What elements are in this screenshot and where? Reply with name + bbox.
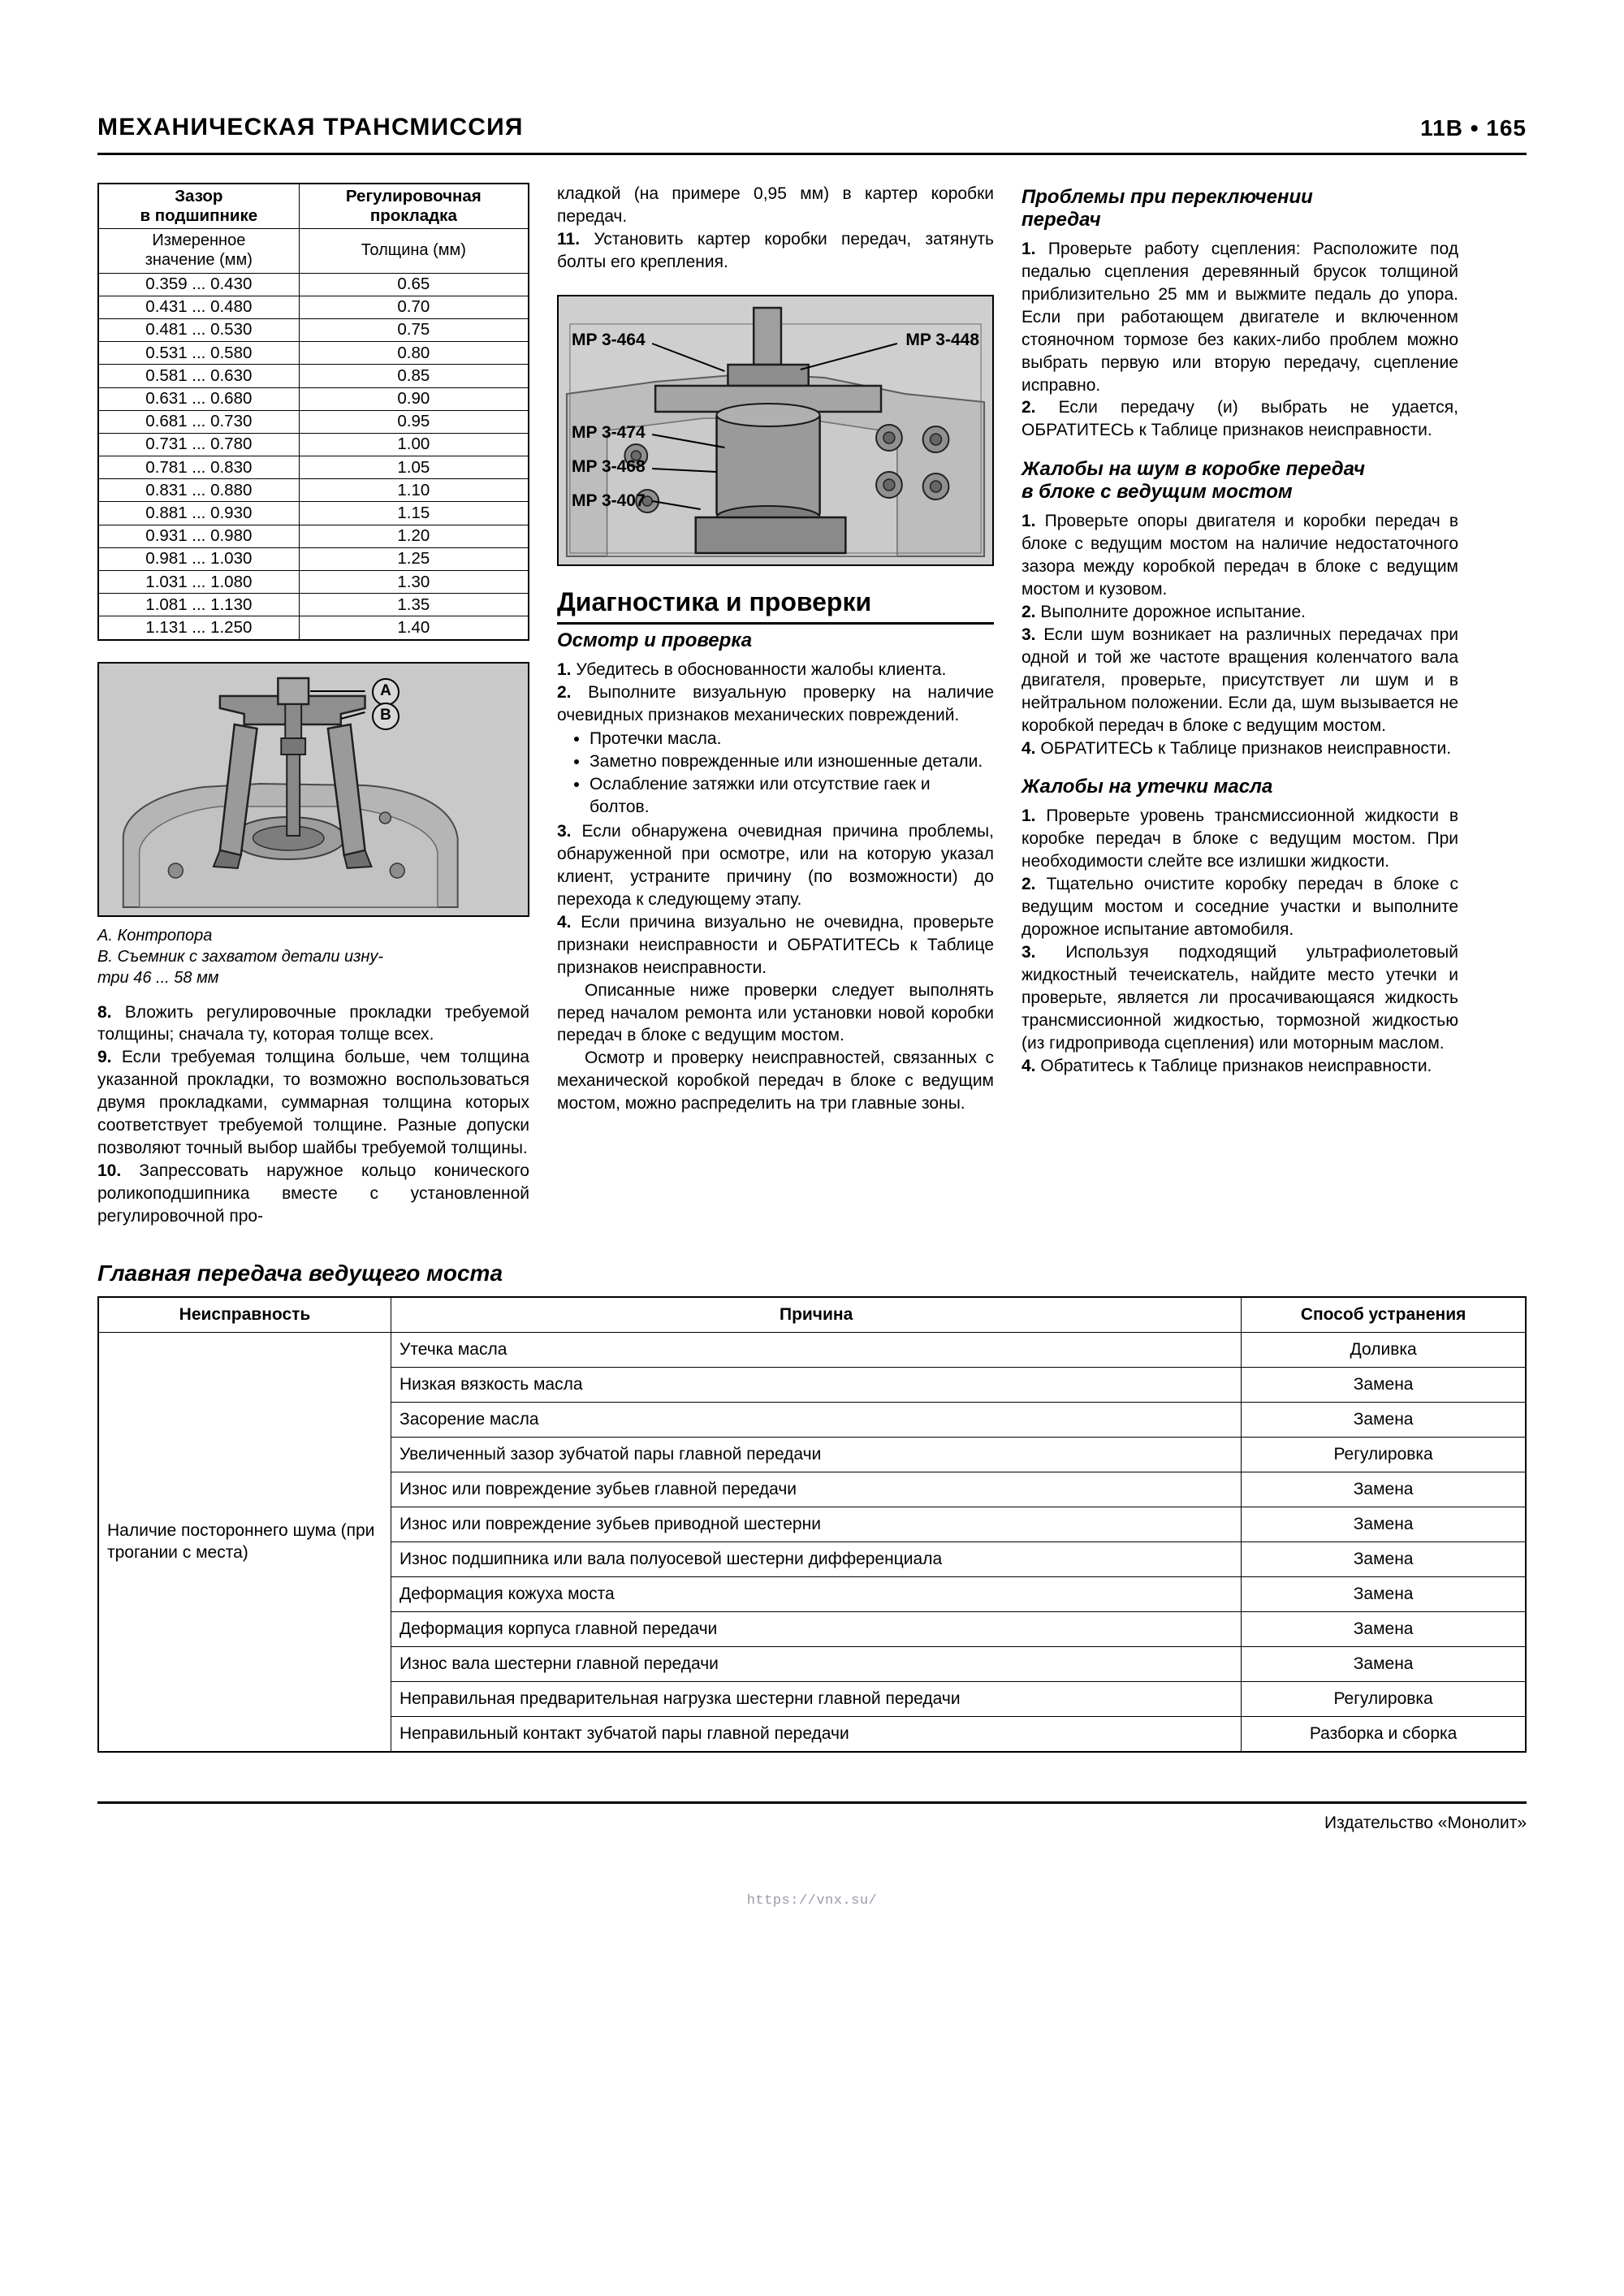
- fault-cause-cell: Неправильный контакт зубчатой пары главной передачи: [391, 1716, 1242, 1752]
- clearance-range: 0.731 ... 0.780: [98, 433, 299, 456]
- leak-step-3-text: Используя подходящий ультрафиолетовый жидкостный течеискатель, найдите место утечки и проверьте, является ли просачивающаяся жидкость трансмиссионной жидкостью, тормозной жидкостью (из гидропривода сцепления) или моторным маслом.: [1021, 942, 1458, 1053]
- noise-step-3-text: Если шум возникает на различных передачах при одной и той же частоте вращения коленчатого вала двигателя, проверьте, присутствует ли шум и в нейтральном положении. Если да, шум вызывается не коробкой передач в блоке с ведущим мостом.: [1021, 625, 1458, 735]
- table-row: [98, 318, 529, 341]
- clearance-header-left: Зазор в подшипнике: [98, 184, 299, 229]
- fault-remedy-cell: Замена: [1242, 1507, 1526, 1541]
- fault-cause-cell: Утечка масла: [391, 1332, 1242, 1367]
- page-title: МЕХАНИЧЕСКАЯ ТРАНСМИССИЯ: [97, 114, 524, 141]
- table-row: [98, 571, 529, 594]
- mid-step-4: [557, 911, 994, 979]
- shim-thickness: 1.00: [299, 433, 529, 456]
- table-row: [98, 547, 529, 570]
- fault-remedy-cell: Замена: [1242, 1367, 1526, 1402]
- clearance-range: 0.881 ... 0.930: [98, 502, 299, 525]
- shim-thickness: 1.40: [299, 616, 529, 640]
- clearance-subheader-right: Толщина (мм): [299, 229, 529, 273]
- clearance-range: 0.531 ... 0.580: [98, 342, 299, 365]
- table-row: [98, 502, 529, 525]
- inspection-bullet-list: [557, 728, 994, 819]
- watermark-url: https://vnx.su/: [746, 1892, 878, 1909]
- fault-remedy-cell: Замена: [1242, 1576, 1526, 1611]
- step-10-text: Запрессовать наружное кольцо конического роликоподшипника вместе с установленной регулировочной про-: [97, 1161, 529, 1226]
- shim-thickness: 1.10: [299, 479, 529, 502]
- column-right: [1021, 183, 1458, 1078]
- puller-figure-caption: A. Контропора B. Съемник с захватом детали изну- три 46 ... 58 мм: [97, 926, 384, 987]
- table-row: [98, 1332, 1526, 1367]
- tool-label-mp3-407: MP 3-407: [572, 491, 646, 510]
- leak-step-2-number: 2.: [1021, 875, 1036, 894]
- mid-step-3: [557, 820, 994, 911]
- step-9-number: 9.: [97, 1048, 112, 1067]
- fault-header-symptom: Неисправность: [98, 1297, 391, 1333]
- mid-top-text: кладкой (на примере 0,95 мм) в картер коробки передач.: [557, 184, 994, 226]
- subheading-inspection: Осмотр и проверка: [557, 629, 753, 651]
- shim-thickness: 0.85: [299, 365, 529, 387]
- fault-cause-cell: Износ подшипника или вала полуосевой шестерни дифференциала: [391, 1541, 1242, 1576]
- mid-step-2-text: Выполните визуальную проверку на наличие очевидных признаков механических повреждений.: [557, 682, 994, 724]
- step-10-number: 10.: [97, 1161, 122, 1181]
- fault-remedy-cell: Замена: [1242, 1611, 1526, 1646]
- fault-header-remedy: Способ устранения: [1242, 1297, 1526, 1333]
- step-9-text: Если требуемая толщина больше, чем толщина указанной прокладки, то возможно воспользоваться двумя прокладками, суммарная толщина которых соответствует требуемой толщине. Разные допуски позволяют точный выбор шайбы требуемой толщины.: [97, 1048, 529, 1158]
- fault-table-body: [98, 1332, 1526, 1752]
- puller-illustration: [99, 664, 528, 915]
- shim-thickness: 0.70: [299, 296, 529, 318]
- step-9: [97, 1046, 529, 1160]
- shift-step-1-number: 1.: [1021, 240, 1036, 258]
- step-11-number: 11.: [557, 229, 581, 249]
- mid-step-1: [557, 659, 994, 681]
- mid-paragraph-1: Описанные ниже проверки следует выполнять перед началом ремонта или установки новой коробки передач в блоке с ведущим мостом.: [557, 980, 994, 1045]
- table-row: [98, 273, 529, 296]
- mid-step-2: [557, 681, 994, 727]
- leak-step-1-number: 1.: [1021, 806, 1036, 826]
- page-header: [97, 0, 1527, 141]
- fault-cause-cell: Износ или повреждение зубьев приводной шестерни: [391, 1507, 1242, 1541]
- noise-step-4-text: ОБРАТИТЕСЬ к Таблице признаков неисправности.: [1040, 738, 1452, 758]
- leak-step-1: [1021, 805, 1458, 873]
- shim-thickness: 1.05: [299, 456, 529, 479]
- clearance-range: 0.631 ... 0.680: [98, 387, 299, 410]
- clearance-header-right: Регулировочная прокладка: [299, 184, 529, 229]
- noise-step-4: [1021, 737, 1458, 760]
- fault-cause-cell: Увеличенный зазор зубчатой пары главной передачи: [391, 1437, 1242, 1472]
- tool-label-mp3-448: MP 3-448: [905, 330, 979, 349]
- noise-step-1: [1021, 510, 1458, 601]
- mid-step-4-number: 4.: [557, 912, 572, 932]
- callout-a-icon: A: [372, 678, 400, 706]
- clearance-shim-table: [97, 183, 529, 641]
- leak-step-3: [1021, 941, 1458, 1055]
- table-row: [98, 456, 529, 479]
- fault-cause-cell: Деформация кожуха моста: [391, 1576, 1242, 1611]
- table-row: [98, 342, 529, 365]
- step-8: [97, 1001, 529, 1047]
- shift-step-2-number: 2.: [1021, 398, 1036, 417]
- tool-label-mp3-464: MP 3-464: [572, 330, 646, 349]
- leak-step-4: [1021, 1055, 1458, 1078]
- clearance-range: 0.831 ... 0.880: [98, 479, 299, 502]
- noise-step-2-text: Выполните дорожное испытание.: [1040, 602, 1307, 621]
- table-row: [98, 525, 529, 547]
- noise-step-2-number: 2.: [1021, 602, 1036, 621]
- fault-remedy-cell: Замена: [1242, 1541, 1526, 1576]
- mid-step-4-text: Если причина визуально не очевидна, проверьте признаки неисправности и ОБРАТИТЕСЬ к Таблице признаков неисправности.: [557, 912, 994, 977]
- fault-symptom-cell: Наличие постороннего шума (при трогании с места): [98, 1332, 391, 1752]
- shim-thickness: 0.65: [299, 273, 529, 296]
- list-item: • Протечки масла.: [590, 728, 994, 750]
- leak-step-3-number: 3.: [1021, 942, 1036, 962]
- mid-step-3-text: Если обнаружена очевидная причина проблемы, обнаруженной при осмотре, или на которую указал клиент, устраните причину (по возможности) до перехода к следующему этапу.: [557, 822, 994, 909]
- shift-step-1-text: Проверьте работу сцепления: Расположите под педалью сцепления деревянный брусок толщиной приблизительно 25 мм и выжмите педаль до упора. Если при работающем двигателе и включенном стояночном тормозе без каких-либо проблем можно выбрать первую или вторую передачу, сцепление исправно.: [1021, 240, 1458, 395]
- table-row: [98, 410, 529, 433]
- table-row: [98, 365, 529, 387]
- shim-thickness: 0.75: [299, 318, 529, 341]
- step-8-number: 8.: [97, 1002, 112, 1022]
- clearance-range: 1.131 ... 1.250: [98, 616, 299, 640]
- fault-cause-cell: Неправильная предварительная нагрузка шестерни главной передачи: [391, 1681, 1242, 1716]
- clearance-range: 0.681 ... 0.730: [98, 410, 299, 433]
- fault-remedy-cell: Замена: [1242, 1472, 1526, 1507]
- leak-step-2-text: Тщательно очистите коробку передач в блоке с ведущим мостом и соседние участки и выполните дорожное испытание автомобиля.: [1021, 875, 1458, 940]
- fault-remedy-cell: Замена: [1242, 1646, 1526, 1681]
- noise-step-1-number: 1.: [1021, 512, 1036, 531]
- noise-step-2: [1021, 601, 1458, 624]
- content-columns: [97, 183, 1527, 1228]
- leak-step-4-number: 4.: [1021, 1056, 1036, 1075]
- fault-cause-cell: Низкая вязкость масла: [391, 1367, 1242, 1402]
- fault-header-cause: Причина: [391, 1297, 1242, 1333]
- table-row: [98, 387, 529, 410]
- leak-step-4-text: Обратитесь к Таблице признаков неисправности.: [1040, 1056, 1432, 1075]
- noise-step-3-number: 3.: [1021, 625, 1036, 644]
- column-middle: [557, 183, 994, 1115]
- clearance-table-body: [98, 273, 529, 640]
- table-row: [98, 594, 529, 616]
- noise-step-3: [1021, 624, 1458, 737]
- page-number: 11B • 165: [1420, 115, 1527, 141]
- clearance-range: 0.359 ... 0.430: [98, 273, 299, 296]
- mid-step-1-number: 1.: [557, 659, 572, 679]
- shift-step-2: [1021, 396, 1458, 442]
- fault-cause-cell: Засорение масла: [391, 1402, 1242, 1437]
- shim-thickness: 1.20: [299, 525, 529, 547]
- footer-publisher: Издательство «Монолит»: [1324, 1813, 1527, 1832]
- subheading-noise-complaints: Жалобы на шум в коробке передач в блоке с ведущим мостом: [1021, 458, 1366, 504]
- table-row: [98, 296, 529, 318]
- fault-cause-cell: Износ или повреждение зубьев главной передачи: [391, 1472, 1242, 1507]
- mid-step-3-number: 3.: [557, 822, 572, 841]
- list-item: • Заметно поврежденные или изношенные детали.: [590, 750, 994, 773]
- tool-label-mp3-468: MP 3-468: [572, 456, 646, 476]
- noise-step-4-number: 4.: [1021, 738, 1036, 758]
- column-left: [97, 183, 529, 1228]
- step-11-text: Установить картер коробки передач, затянуть болты его крепления.: [557, 229, 995, 271]
- leak-step-2: [1021, 873, 1458, 941]
- shim-thickness: 1.25: [299, 547, 529, 570]
- table-row: [98, 433, 529, 456]
- shim-thickness: 0.80: [299, 342, 529, 365]
- table-row: [98, 616, 529, 640]
- puller-figure: [97, 662, 529, 917]
- fault-remedy-cell: Регулировка: [1242, 1681, 1526, 1716]
- shim-thickness: 1.35: [299, 594, 529, 616]
- clearance-range: 1.081 ... 1.130: [98, 594, 299, 616]
- mid-paragraph-2: Осмотр и проверку неисправностей, связанных с механической коробкой передач в блоке с ведущим мостом, можно распределить на три главные зоны.: [557, 1049, 994, 1113]
- fault-remedy-cell: Замена: [1242, 1402, 1526, 1437]
- fault-table: [97, 1296, 1527, 1753]
- mid-step-2-number: 2.: [557, 682, 572, 702]
- special-tools-figure: [557, 295, 994, 566]
- list-item: • Ослабление затяжки или отсутствие гаек и болтов.: [590, 773, 994, 819]
- fault-remedy-cell: Доливка: [1242, 1332, 1526, 1367]
- clearance-range: 0.431 ... 0.480: [98, 296, 299, 318]
- shim-thickness: 1.30: [299, 571, 529, 594]
- header-divider: [97, 153, 1527, 155]
- step-11: [557, 228, 994, 274]
- leak-step-1-text: Проверьте уровень трансмиссионной жидкости в коробке передач в блоке с ведущим мостом. При необходимости слейте все излишки жидкости.: [1021, 806, 1458, 871]
- shim-thickness: 0.90: [299, 387, 529, 410]
- subheading-oil-leaks: Жалобы на утечки масла: [1021, 776, 1273, 798]
- clearance-range: 0.581 ... 0.630: [98, 365, 299, 387]
- clearance-subheader-left: Измеренное значение (мм): [98, 229, 299, 273]
- subheading-shift-problems: Проблемы при переключении передач: [1021, 186, 1313, 231]
- section-heading-diagnostics: Диагностика и проверки: [557, 587, 994, 625]
- fault-remedy-cell: Разборка и сборка: [1242, 1716, 1526, 1752]
- shift-step-2-text: Если передачу (и) выбрать не удается, ОБРАТИТЕСЬ к Таблице признаков неисправности.: [1021, 398, 1458, 440]
- clearance-range: 1.031 ... 1.080: [98, 571, 299, 594]
- shim-thickness: 1.15: [299, 502, 529, 525]
- step-8-text: Вложить регулировочные прокладки требуемой толщины; сначала ту, которая толще всех.: [97, 1002, 529, 1044]
- fault-remedy-cell: Регулировка: [1242, 1437, 1526, 1472]
- step-10: [97, 1160, 529, 1228]
- tool-label-mp3-474: MP 3-474: [572, 422, 646, 442]
- clearance-range: 0.931 ... 0.980: [98, 525, 299, 547]
- fault-table-title: Главная передача ведущего моста: [97, 1260, 503, 1286]
- footer-divider: [97, 1801, 1527, 1804]
- clearance-range: 0.981 ... 1.030: [98, 547, 299, 570]
- shift-step-1: [1021, 238, 1458, 396]
- noise-step-1-text: Проверьте опоры двигателя и коробки передач в блоке с ведущим мостом на наличие недостаточного зазора между коробкой передач в блоке с ведущим мостом и кузовом.: [1021, 512, 1458, 599]
- table-row: [98, 479, 529, 502]
- callout-b-icon: B: [372, 703, 400, 730]
- shim-thickness: 0.95: [299, 410, 529, 433]
- clearance-range: 0.781 ... 0.830: [98, 456, 299, 479]
- fault-cause-cell: Износ вала шестерни главной передачи: [391, 1646, 1242, 1681]
- mid-step-1-text: Убедитесь в обоснованности жалобы клиента.: [576, 659, 947, 679]
- fault-cause-cell: Деформация корпуса главной передачи: [391, 1611, 1242, 1646]
- clearance-range: 0.481 ... 0.530: [98, 318, 299, 341]
